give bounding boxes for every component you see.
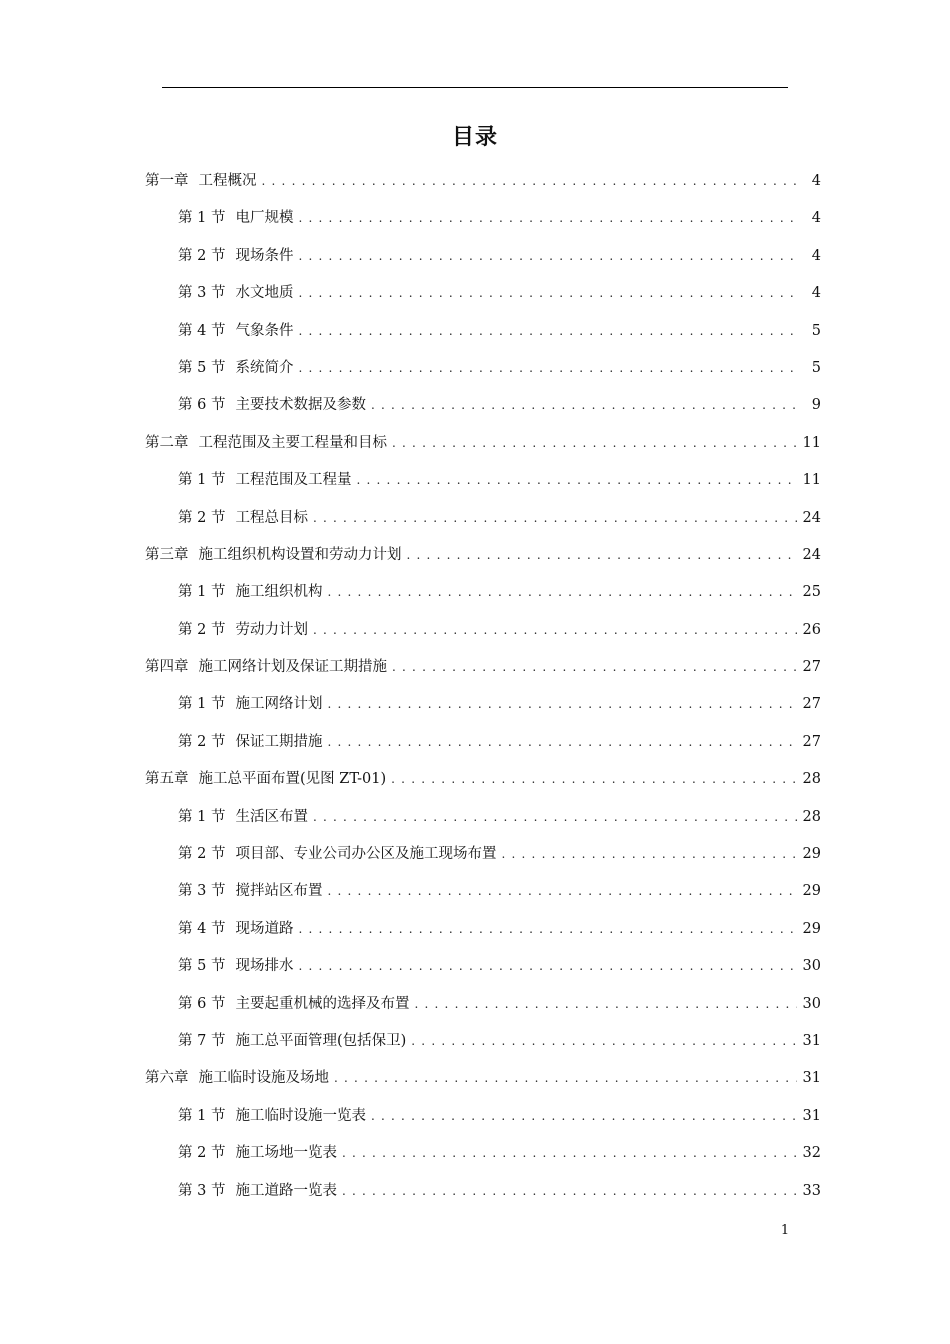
toc-entry-page: 32 xyxy=(802,1145,821,1162)
toc-entry-title: 搅拌站区布置 xyxy=(235,883,323,900)
toc-entry-number: 第 3 节 xyxy=(178,285,226,302)
toc-entry-page: 33 xyxy=(802,1182,821,1199)
toc-entry-number: 第 3 节 xyxy=(178,883,226,900)
toc-entry-page: 4 xyxy=(811,285,821,302)
toc-section-entry[interactable] xyxy=(145,316,821,353)
toc-chapter-entry[interactable] xyxy=(145,540,821,577)
toc-entry-title: 主要起重机械的选择及布置 xyxy=(235,995,410,1012)
toc-entry-title: 施工总平面布置(见图 ZT-01) xyxy=(198,771,387,788)
toc-entry-title: 工程范围及主要工程量和目标 xyxy=(198,434,387,451)
toc-section-entry[interactable] xyxy=(145,876,821,913)
toc-section-entry[interactable] xyxy=(145,241,821,278)
header-rule xyxy=(162,87,788,88)
toc-entry-page: 31 xyxy=(802,1070,821,1087)
toc-entry-title: 现场排水 xyxy=(235,958,294,975)
toc-section-entry[interactable] xyxy=(145,727,821,764)
toc-dot-leader xyxy=(327,876,796,906)
toc-dot-leader xyxy=(392,428,797,458)
toc-entry-title: 工程概况 xyxy=(198,173,257,189)
toc-entry-title: 水文地质 xyxy=(235,285,294,302)
toc-entry-page: 28 xyxy=(802,808,821,825)
toc-entry-number: 第二章 xyxy=(145,434,189,451)
toc-entry-number: 第 5 节 xyxy=(178,359,226,376)
toc-entry-page: 29 xyxy=(802,846,821,863)
toc-section-entry[interactable] xyxy=(145,839,821,876)
toc-dot-leader xyxy=(262,166,802,196)
page-title: 目录 xyxy=(451,125,498,150)
toc-dot-leader xyxy=(501,839,796,869)
toc-entry-page: 11 xyxy=(802,434,821,451)
toc-section-entry[interactable] xyxy=(145,278,821,315)
toc-entry-title: 主要技术数据及参数 xyxy=(235,397,366,414)
toc-dot-leader xyxy=(391,764,796,794)
toc-entry-number: 第 2 节 xyxy=(178,733,226,750)
toc-entry-title: 施工组织机构设置和劳动力计划 xyxy=(198,546,402,563)
toc-entry-page: 30 xyxy=(802,958,821,975)
page-number: 1 xyxy=(780,1223,790,1238)
toc-dot-leader xyxy=(327,577,796,607)
toc-section-entry[interactable] xyxy=(145,615,821,652)
toc-entry-title: 施工临时设施一览表 xyxy=(235,1107,366,1124)
toc-dot-leader xyxy=(313,615,797,645)
toc-entry-page: 27 xyxy=(802,696,821,713)
toc-entry-number: 第 2 节 xyxy=(178,509,226,526)
toc-entry-title: 劳动力计划 xyxy=(235,621,308,638)
toc-section-entry[interactable] xyxy=(145,689,821,726)
toc-dot-leader xyxy=(298,914,796,944)
toc-dot-leader xyxy=(392,652,797,682)
toc-entry-page: 4 xyxy=(811,173,821,189)
toc-dot-leader xyxy=(298,316,801,346)
toc-entry-page: 31 xyxy=(802,1107,821,1124)
toc-entry-number: 第 6 节 xyxy=(178,397,226,414)
toc-section-entry[interactable] xyxy=(145,353,821,390)
toc-dot-leader xyxy=(327,727,796,757)
toc-entry-number: 第 2 节 xyxy=(178,1145,226,1162)
toc-dot-leader xyxy=(298,951,796,981)
toc-entry-title: 现场条件 xyxy=(235,247,294,264)
toc-entry-title: 施工组织机构 xyxy=(235,584,323,601)
toc-entry-number: 第 3 节 xyxy=(178,1182,226,1199)
toc-entry-title: 工程范围及工程量 xyxy=(235,472,352,489)
toc-entry-title: 施工网络计划及保证工期措施 xyxy=(198,659,387,676)
toc-section-entry[interactable] xyxy=(145,203,821,240)
toc-chapter-entry[interactable] xyxy=(145,652,821,689)
toc-entry-title: 施工临时设施及场地 xyxy=(198,1070,329,1087)
toc-entry-page: 9 xyxy=(811,397,821,414)
toc-entry-title: 施工道路一览表 xyxy=(235,1182,337,1199)
toc-entry-number: 第四章 xyxy=(145,659,189,676)
toc-entry-page: 24 xyxy=(802,546,821,563)
toc-chapter-entry[interactable] xyxy=(145,1063,821,1100)
toc-section-entry[interactable] xyxy=(145,1101,821,1138)
toc-entry-number: 第六章 xyxy=(145,1070,189,1087)
toc-entry-number: 第 7 节 xyxy=(178,1032,226,1049)
toc-section-entry[interactable] xyxy=(145,465,821,502)
toc-section-entry[interactable] xyxy=(145,1176,821,1213)
toc-entry-page: 27 xyxy=(802,659,821,676)
toc-entry-title: 施工场地一览表 xyxy=(235,1145,337,1162)
toc-entry-number: 第 4 节 xyxy=(178,920,226,937)
toc-chapter-entry[interactable] xyxy=(145,166,821,203)
toc-entry-title: 施工网络计划 xyxy=(235,696,323,713)
toc-entry-number: 第 1 节 xyxy=(178,210,226,227)
toc-dot-leader xyxy=(407,540,797,570)
toc-entry-number: 第 2 节 xyxy=(178,621,226,638)
toc-dot-leader xyxy=(342,1138,797,1168)
toc-entry-number: 第 2 节 xyxy=(178,846,226,863)
toc-entry-number: 第 4 节 xyxy=(178,322,226,339)
toc-section-entry[interactable] xyxy=(145,951,821,988)
toc-section-entry[interactable] xyxy=(145,503,821,540)
toc-entry-page: 24 xyxy=(802,509,821,526)
toc-dot-leader xyxy=(298,353,801,383)
toc-entry-page: 4 xyxy=(811,210,821,227)
toc-dot-leader xyxy=(356,465,796,495)
toc-chapter-entry[interactable] xyxy=(145,764,821,801)
toc-entry-number: 第 2 节 xyxy=(178,247,226,264)
toc-dot-leader xyxy=(298,278,801,308)
toc-section-entry[interactable] xyxy=(145,914,821,951)
toc-entry-title: 现场道路 xyxy=(235,920,294,937)
toc-entry-number: 第五章 xyxy=(145,771,189,788)
toc-entry-title: 保证工期措施 xyxy=(235,733,323,750)
toc-dot-leader xyxy=(334,1063,797,1093)
toc-dot-leader xyxy=(298,241,801,271)
toc-dot-leader xyxy=(411,1026,796,1056)
toc-entry-page: 26 xyxy=(802,621,821,638)
toc-entry-page: 11 xyxy=(802,472,821,489)
toc-section-entry[interactable] xyxy=(145,1026,821,1063)
toc-entry-page: 31 xyxy=(802,1032,821,1049)
toc-entry-page: 5 xyxy=(811,359,821,376)
toc-entry-page: 5 xyxy=(811,322,821,339)
toc-entry-number: 第三章 xyxy=(145,546,189,563)
toc-entry-number: 第 6 节 xyxy=(178,995,226,1012)
toc-entry-title: 电厂规模 xyxy=(235,210,294,227)
toc-entry-page: 29 xyxy=(802,920,821,937)
toc-dot-leader xyxy=(327,689,796,719)
toc-entry-number: 第 1 节 xyxy=(178,1107,226,1124)
toc-entry-number: 第 1 节 xyxy=(178,472,226,489)
toc-entry-title: 生活区布置 xyxy=(235,808,308,825)
toc-entry-number: 第 1 节 xyxy=(178,584,226,601)
toc-section-entry[interactable] xyxy=(145,390,821,427)
toc-entry-page: 4 xyxy=(811,247,821,264)
toc-entry-number: 第 5 节 xyxy=(178,958,226,975)
toc-dot-leader xyxy=(371,1101,797,1131)
toc-entry-number: 第 1 节 xyxy=(178,808,226,825)
toc-entry-page: 29 xyxy=(802,883,821,900)
toc-section-entry[interactable] xyxy=(145,802,821,839)
toc-entry-title: 项目部、专业公司办公区及施工现场布置 xyxy=(235,846,497,863)
toc-section-entry[interactable] xyxy=(145,989,821,1026)
toc-entry-title: 工程总目标 xyxy=(235,509,308,526)
toc-dot-leader xyxy=(313,503,797,533)
toc-section-entry[interactable] xyxy=(145,1138,821,1175)
toc-section-entry[interactable] xyxy=(145,577,821,614)
toc-dot-leader xyxy=(342,1176,797,1206)
table-of-contents xyxy=(145,166,821,1213)
toc-entry-page: 25 xyxy=(802,584,821,601)
toc-entry-title: 气象条件 xyxy=(235,322,294,339)
toc-dot-leader xyxy=(298,203,801,233)
toc-entry-title: 施工总平面管理(包括保卫) xyxy=(235,1032,407,1049)
toc-dot-leader xyxy=(313,802,797,832)
toc-entry-page: 27 xyxy=(802,733,821,750)
toc-entry-title: 系统简介 xyxy=(235,359,294,376)
toc-chapter-entry[interactable] xyxy=(145,428,821,465)
toc-entry-page: 28 xyxy=(802,771,821,788)
toc-entry-number: 第一章 xyxy=(145,173,189,189)
toc-dot-leader xyxy=(414,989,796,1019)
toc-dot-leader xyxy=(371,390,801,420)
toc-entry-page: 30 xyxy=(802,995,821,1012)
toc-entry-number: 第 1 节 xyxy=(178,696,226,713)
